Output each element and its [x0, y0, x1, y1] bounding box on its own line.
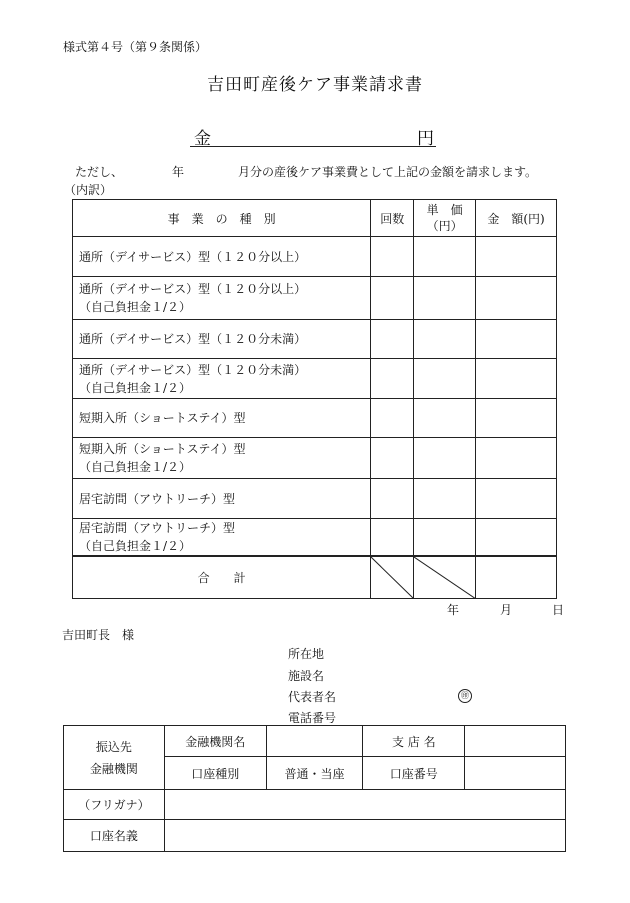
- table-row: [73, 479, 557, 519]
- table-header: [73, 200, 557, 237]
- row-item-line2: （自己負担金１/２）: [79, 300, 192, 314]
- seal-mark: [458, 687, 472, 703]
- diagonal-slash: [414, 557, 476, 599]
- account-type-value[interactable]: 普通・当座: [266, 757, 363, 790]
- row-amount-cell[interactable]: [476, 479, 557, 519]
- addressee: 吉田町長 様: [62, 628, 135, 642]
- table-row: [73, 237, 557, 277]
- row-count-cell[interactable]: [371, 320, 414, 359]
- row-amount-cell[interactable]: [476, 359, 557, 399]
- breakdown-label: （内訳）: [64, 183, 113, 197]
- request-body: 月分の産後ケア事業費として上記の金額を請求します。: [238, 165, 538, 179]
- header-unit-price: [414, 200, 476, 237]
- institution-name-field[interactable]: [266, 726, 363, 757]
- row-unit-price-cell[interactable]: [414, 320, 476, 359]
- facility-phone-label: 電話番号: [288, 711, 337, 725]
- branch-name-label: 支 店 名: [363, 726, 465, 757]
- row-count-cell[interactable]: [371, 479, 414, 519]
- row-item-line2: （自己負担金１/２）: [79, 380, 192, 395]
- breakdown-table: [72, 199, 557, 599]
- date-day: 日: [552, 603, 565, 617]
- bank-row-holder: [64, 820, 566, 852]
- total-amount-cell[interactable]: [476, 556, 557, 598]
- row-unit-price-cell[interactable]: [414, 519, 476, 557]
- bank-table: [63, 725, 566, 852]
- bank-row-furigana: [64, 790, 566, 820]
- total-unit-price-cell-slashed: [414, 556, 476, 598]
- amount-suffix: 円: [417, 129, 434, 149]
- row-amount-cell[interactable]: [476, 277, 557, 320]
- account-holder-field[interactable]: [164, 820, 565, 852]
- row-item-name: [73, 277, 371, 320]
- table-row: [73, 438, 557, 479]
- row-item-name: [73, 479, 371, 519]
- row-amount-cell[interactable]: [476, 519, 557, 557]
- diagonal-slash: [371, 557, 414, 599]
- row-amount-cell[interactable]: [476, 399, 557, 438]
- table-row: [73, 277, 557, 320]
- transfer-label-line1: 振込先: [95, 739, 132, 754]
- form-label: 様式第４号（第９条関係）: [63, 40, 208, 54]
- row-count-cell[interactable]: [371, 277, 414, 320]
- facility-address-label: 所在地: [288, 647, 325, 661]
- row-item-name: [73, 399, 371, 438]
- total-count-cell-slashed: [371, 556, 414, 598]
- header-item: 事 業 の 種 別: [73, 200, 371, 237]
- date-month: 月: [500, 603, 513, 617]
- row-item-line1: 居宅訪問（アウトリーチ）型: [79, 521, 236, 535]
- table-row: [73, 320, 557, 359]
- branch-name-field[interactable]: [465, 726, 566, 757]
- transfer-label-line2: 金融機関: [89, 761, 138, 776]
- table-row: [73, 359, 557, 399]
- header-unit-price-unit: （円）: [426, 219, 463, 233]
- total-label: 合 計: [73, 556, 371, 598]
- row-item-name: [73, 438, 371, 479]
- account-holder-label: 口座名義: [64, 820, 165, 852]
- row-count-cell[interactable]: [371, 359, 414, 399]
- header-unit-price-label: 単 価: [426, 203, 463, 217]
- row-item-line2: （自己負担金１/２）: [79, 460, 192, 474]
- row-item-name: [73, 359, 371, 399]
- document-title: 吉田町産後ケア事業請求書: [207, 75, 423, 95]
- row-count-cell[interactable]: [371, 438, 414, 479]
- row-unit-price-cell[interactable]: [414, 237, 476, 277]
- row-unit-price-cell[interactable]: [414, 277, 476, 320]
- row-count-cell[interactable]: [371, 237, 414, 277]
- table-total-row: [73, 556, 557, 598]
- row-item-line1: 短期入所（ショートステイ）型: [79, 411, 246, 425]
- date-year: 年: [447, 603, 460, 617]
- row-item-name: [73, 519, 371, 557]
- bank-row-institution: [64, 726, 566, 757]
- facility-representative-label: 代表者名: [288, 690, 337, 704]
- header-amount: 金 額(円): [476, 200, 557, 237]
- row-item-line1: 居宅訪問（アウトリーチ）型: [79, 491, 236, 506]
- row-count-cell[interactable]: [371, 399, 414, 438]
- row-item-name: [73, 237, 371, 277]
- row-amount-cell[interactable]: [476, 237, 557, 277]
- row-amount-cell[interactable]: [476, 320, 557, 359]
- institution-name-label: 金融機関名: [164, 726, 266, 757]
- account-type-label: 口座種別: [164, 757, 266, 790]
- row-amount-cell[interactable]: [476, 438, 557, 479]
- row-item-line1: 通所（デイサービス）型（１２０分以上）: [79, 282, 307, 296]
- row-item-line1: 短期入所（ショートステイ）型: [79, 442, 246, 456]
- seal-icon: ㊞: [458, 689, 472, 703]
- table-row: [73, 519, 557, 557]
- request-tadashi: ただし、: [75, 165, 124, 179]
- amount-prefix: 金: [194, 129, 211, 149]
- row-item-line1: 通所（デイサービス）型（１２０分未満）: [79, 362, 307, 377]
- account-number-label: 口座番号: [363, 757, 465, 790]
- table-row: [73, 399, 557, 438]
- header-count: 回数: [371, 200, 414, 237]
- row-unit-price-cell[interactable]: [414, 399, 476, 438]
- furigana-field[interactable]: [164, 790, 565, 820]
- facility-name-label: 施設名: [288, 669, 325, 683]
- row-unit-price-cell[interactable]: [414, 359, 476, 399]
- row-count-cell[interactable]: [371, 519, 414, 557]
- amount-line: [190, 124, 436, 147]
- transfer-label: [64, 726, 165, 790]
- row-unit-price-cell[interactable]: [414, 479, 476, 519]
- request-year: 年: [172, 165, 185, 179]
- row-item-name: [73, 320, 371, 359]
- row-unit-price-cell[interactable]: [414, 438, 476, 479]
- account-number-field[interactable]: [465, 757, 566, 790]
- furigana-label: （フリガナ）: [64, 790, 165, 820]
- row-item-line2: （自己負担金１/２）: [79, 539, 192, 553]
- row-item-line1: 通所（デイサービス）型（１２０分以上）: [79, 249, 307, 264]
- row-item-line1: 通所（デイサービス）型（１２０分未満）: [79, 332, 307, 346]
